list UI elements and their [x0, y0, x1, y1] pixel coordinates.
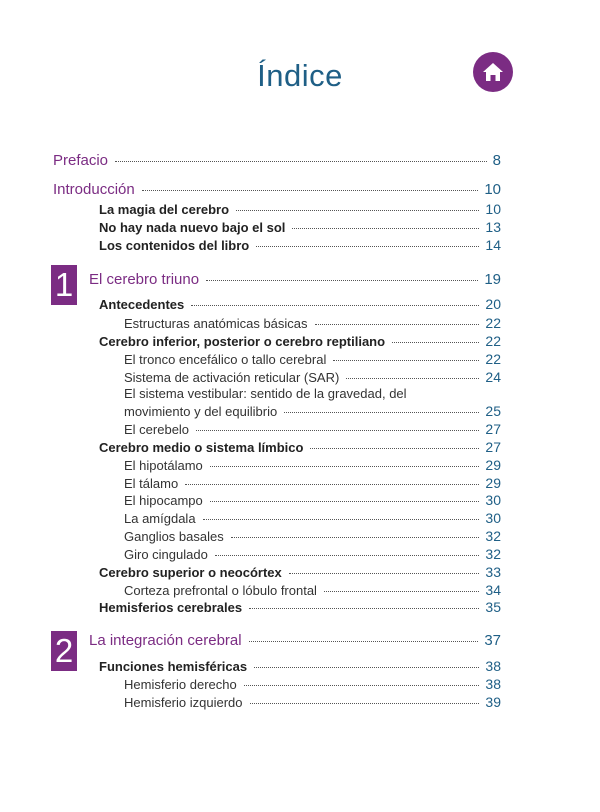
dot-leader [115, 160, 487, 162]
toc-entry-label: Ganglios basales [124, 529, 224, 544]
toc-subentry[interactable] [124, 403, 501, 419]
toc-page-number: 8 [492, 152, 501, 169]
dot-leader [315, 323, 480, 325]
toc-page-number: 19 [484, 271, 501, 288]
toc-page-number: 29 [485, 457, 501, 473]
toc-page-number: 30 [485, 492, 501, 508]
toc-page-number: 10 [485, 201, 501, 217]
dot-leader [203, 518, 480, 520]
toc-entry-label: Introducción [53, 181, 135, 198]
dot-leader [210, 500, 480, 502]
toc-page-number: 14 [485, 237, 501, 253]
toc-entry-prefacio[interactable] [53, 152, 501, 169]
toc-entry-label: movimiento y del equilibrio [124, 404, 278, 419]
toc-subentry[interactable] [124, 475, 501, 491]
toc-page-number: 38 [485, 658, 501, 674]
toc-entry[interactable] [99, 201, 501, 217]
dot-leader [346, 377, 479, 379]
toc-subentry-line1[interactable]: El sistema vestibular: sentido de la gravedad, del [124, 386, 407, 401]
toc-page-number: 37 [484, 632, 501, 649]
dot-leader [256, 245, 479, 247]
toc-entry[interactable] [99, 333, 501, 349]
toc-entry-label: No hay nada nuevo bajo el sol [99, 220, 286, 235]
dot-leader [284, 411, 479, 413]
dot-leader [292, 227, 479, 229]
toc-entry-label: Giro cingulado [124, 547, 208, 562]
toc-page-number: 29 [485, 475, 501, 491]
toc-entry[interactable] [99, 296, 501, 312]
toc-page-number: 38 [485, 676, 501, 692]
toc-subentry[interactable] [124, 315, 501, 331]
page-title: Índice [257, 58, 343, 93]
toc-page-number: 24 [485, 369, 501, 385]
toc-entry-label: Cerebro inferior, posterior o cerebro reptiliano [99, 334, 386, 349]
toc-entry-label: El hipocampo [124, 493, 203, 508]
toc-subentry[interactable] [124, 421, 501, 437]
dot-leader [324, 590, 479, 592]
toc-entry[interactable] [99, 237, 501, 253]
toc-entry-label: Cerebro superior o neocórtex [99, 565, 282, 580]
toc-subentry[interactable] [124, 369, 501, 385]
toc-page-number: 32 [485, 528, 501, 544]
toc-entry[interactable] [99, 599, 501, 615]
toc-page-number: 22 [485, 333, 501, 349]
toc-page-number: 22 [485, 315, 501, 331]
dot-leader [236, 209, 479, 211]
dot-leader [210, 465, 480, 467]
dot-leader [142, 189, 479, 191]
toc-entry-label: Cerebro medio o sistema límbico [99, 440, 304, 455]
toc-subentry[interactable] [124, 351, 501, 367]
toc-subentry[interactable] [124, 528, 501, 544]
toc-entry[interactable] [99, 439, 501, 455]
dot-leader [215, 554, 480, 556]
dot-leader [333, 359, 479, 361]
toc-entry-label: El tálamo [124, 476, 179, 491]
toc-subentry[interactable] [124, 492, 501, 508]
toc-page-number: 39 [485, 694, 501, 710]
toc-entry-label: Sistema de activación reticular (SAR) [124, 370, 340, 385]
dot-leader [244, 684, 480, 686]
dot-leader [231, 536, 480, 538]
dot-leader [191, 304, 479, 306]
toc-chapter-1[interactable] [89, 271, 501, 288]
toc-subentry[interactable] [124, 676, 501, 692]
toc-entry-label: Funciones hemisféricas [99, 659, 248, 674]
toc-entry-label: La amígdala [124, 511, 196, 526]
toc-chapter-label: La integración cerebral [89, 632, 242, 649]
dot-leader [254, 666, 479, 668]
toc-subentry[interactable] [124, 694, 501, 710]
toc-entry-label: Antecedentes [99, 297, 185, 312]
dot-leader [249, 607, 479, 609]
toc-page-number: 25 [485, 403, 501, 419]
chapter-number-badge: 1 [51, 265, 77, 305]
toc-entry-label: Hemisferios cerebrales [99, 600, 243, 615]
toc-page-number: 27 [485, 439, 501, 455]
toc-subentry[interactable] [124, 457, 501, 473]
dot-leader [310, 447, 479, 449]
toc-subentry[interactable] [124, 582, 501, 598]
toc-entry[interactable] [99, 219, 501, 235]
toc-entry[interactable] [99, 564, 501, 580]
toc-page-number: 27 [485, 421, 501, 437]
toc-page-number: 22 [485, 351, 501, 367]
toc-entry-introduccion[interactable] [53, 181, 501, 198]
dot-leader [250, 702, 480, 704]
toc-subentry[interactable] [124, 510, 501, 526]
toc-entry-label: Hemisferio derecho [124, 677, 237, 692]
toc-entry-label: Los contenidos del libro [99, 238, 250, 253]
toc-page-number: 13 [485, 219, 501, 235]
dot-leader [249, 640, 479, 642]
dot-leader [392, 341, 479, 343]
toc-page-number: 35 [485, 599, 501, 615]
dot-leader [206, 279, 478, 281]
dot-leader [185, 483, 479, 485]
toc-entry-label: Estructuras anatómicas básicas [124, 316, 308, 331]
toc-page-number: 32 [485, 546, 501, 562]
toc-page-number: 33 [485, 564, 501, 580]
toc-entry-label: Corteza prefrontal o lóbulo frontal [124, 583, 317, 598]
toc-page-number: 34 [485, 582, 501, 598]
toc-entry-label: El hipotálamo [124, 458, 203, 473]
toc-entry-label: El cerebelo [124, 422, 190, 437]
dot-leader [196, 429, 479, 431]
dot-leader [289, 572, 480, 574]
toc-entry-label: Hemisferio izquierdo [124, 695, 243, 710]
toc-entry[interactable] [99, 658, 501, 674]
toc-page-number: 30 [485, 510, 501, 526]
toc-page-number: 20 [485, 296, 501, 312]
toc-chapter-label: El cerebro triuno [89, 271, 200, 288]
toc-page-number: 10 [484, 181, 501, 198]
toc-subentry[interactable] [124, 546, 501, 562]
toc-entry-label: Prefacio [53, 152, 109, 169]
chapter-number-badge: 2 [51, 631, 77, 671]
toc-chapter-2[interactable] [89, 632, 501, 649]
toc-entry-label: El tronco encefálico o tallo cerebral [124, 352, 327, 367]
toc-entry-label: La magia del cerebro [99, 202, 230, 217]
